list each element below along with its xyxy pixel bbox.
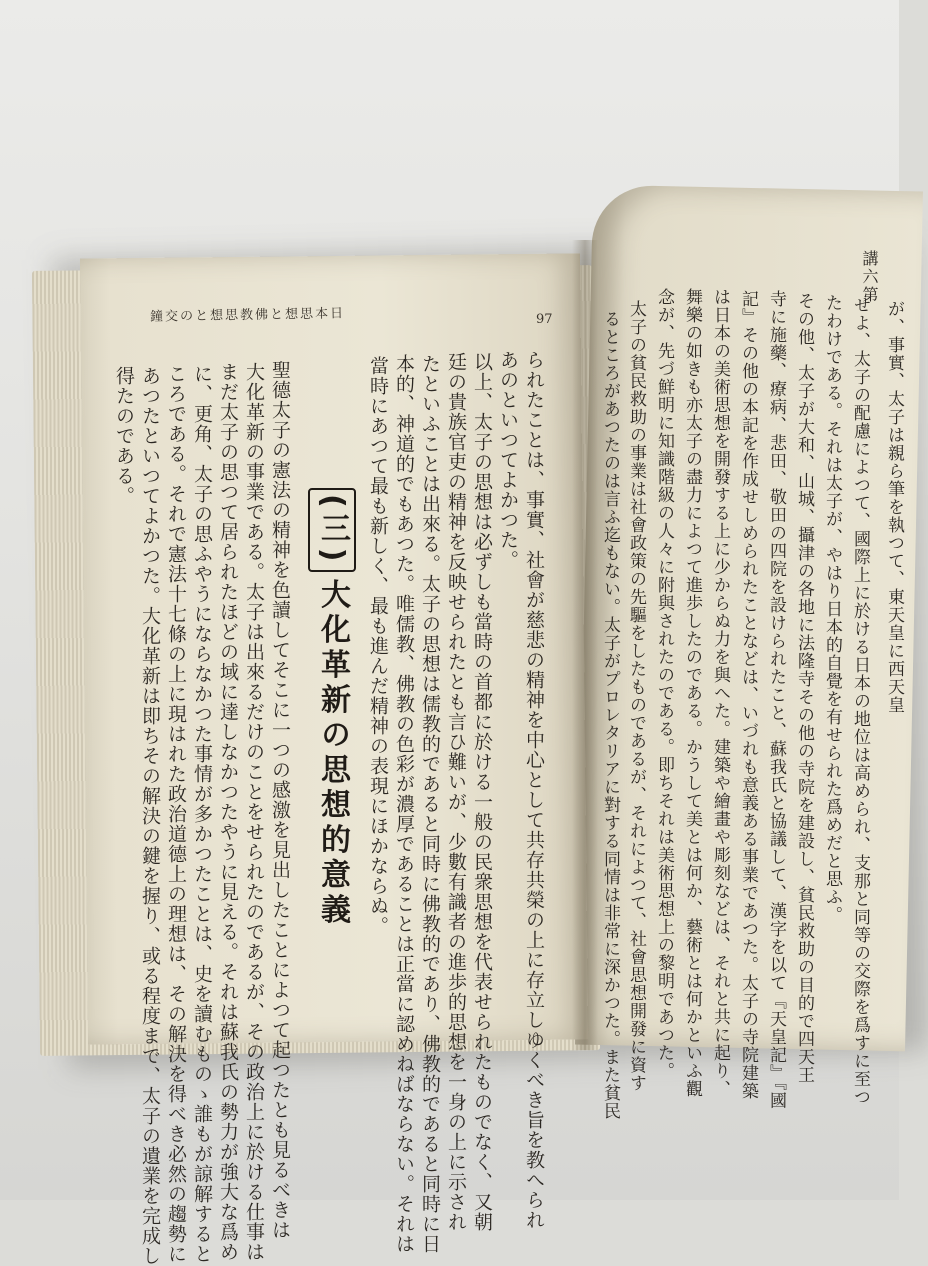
text-column: あのといつてよかつた。 [497,350,519,570]
text-column: ころである。それで憲法十七條の上に現はれた政治道德上の理想は、その解決を得べき必然の趨勢に [165,364,187,1264]
text-column: 本的、神道的でもあつた。唯儒教、佛教の色彩が濃厚であることは正當に認めねばならない。それは [393,354,415,1254]
text-column: 得たのである。 [113,366,135,506]
text-column: 以上、太子の思想は必ずしも當時の首都に於ける一般の民衆思想を代表せられたものでなく、又朝 [471,352,493,1232]
text-column: 記』その他の本記を作成せしめられたことなどは、いづれも意義ある事業であつた。太子の寺院建築 [738,290,758,1100]
text-column: に、更角、太子の思ふやうにならなかつた事情が多かつたことは、史を讀むものゝ誰もが諒解すると [191,364,213,1264]
running-head: 鐘交のと想思教佛と想思本日 [149,306,346,325]
text-column: 聖德太子の憲法の精神を色讀してそこに一つの感激を見出したことによつて起つたとも見るべきは [269,360,291,1240]
text-column: たといふことは出來る。太子の思想は儒教的であると同時に佛教的であり、佛教的であると同時に日 [419,354,441,1254]
text-column: 廷の貴族官吏の精神を反映せられたとも言ひ難いが、少數有識者の進歩的思想を一身の上に示され [445,352,467,1232]
text-column: が、事實、太子は親ら筆を執つて、東天皇に西天皇 [884,300,904,714]
section-number: (三) [308,488,356,572]
text-column: あつたといつてよかつた。大化革新は即ちその解決の鍵を握り、或る程度まで、太子の遺業を完成し [139,366,161,1266]
right-running-head: 講六第 [860,250,879,304]
text-column: 寺に施藥、療病、悲田、敬田の四院を設けられたこと、蘇我氏と協議して、漢字を以て『天皇記』『國 [766,290,786,1110]
text-column: 當時にあつて最も新しく、最も進んだ精神の表現にほかならぬ。 [367,356,389,936]
text-column: るところがあつたのは言ふ迄もない。太子がプロレタリアに對する同情は非常に深かつた。また貧民 [600,310,620,1120]
text-column: まだ太子の思つて居られたほどの域に達しなかつたやうに見える。それは蘇我氏の勢力が強大な爲め [217,362,239,1262]
text-column: は日本の美術思想を開發する上に少からぬ力を與へた。建築や繪畫や彫刻などは、それと共に起り、 [710,288,730,1098]
page-number: 97 [536,312,553,327]
text-column: 念が、先づ鮮明に知識階級の人々に附與されたのである。即ちそれは美術思想上の黎明であつた。 [654,288,674,1080]
text-column: 太子の貧民救助の事業は社會政策の先驅をしたものであるが、それによつて、社會思想開發に資す [626,300,646,1092]
text-column: その他、太子が大和、山城、攝津の各地に法隆寺その他の寺院を建設し、貧民救助の目的で四天王 [794,292,814,1084]
text-column: 舞樂の如きも亦太子の盡力によつて進歩したのである。かうして美とは何か、藝術とは何かといふ觀 [682,288,702,1098]
text-column: せよ、太子の配慮によつて、國際上に於ける日本の地位は高められ、支那と同等の交際を爲すに至つ [850,296,870,1106]
section-heading [308,488,356,928]
book-gutter [572,240,598,1050]
text-column: 大化革新の事業である。太子は出來るだけのことをせられたのであるが、その政治上に於ける仕事は [243,362,265,1262]
text-column: られたことは、事實、社會が慈悲の精神を中心として共存共榮の上に存立しゆくべき旨を教へられ [523,350,545,1230]
text-column: たわけである。それは太子が、やはり日本的自覺を有せられた爲めだと思ふ。 [822,294,842,924]
section-title: 大化革新の思想的意義 [315,578,350,929]
